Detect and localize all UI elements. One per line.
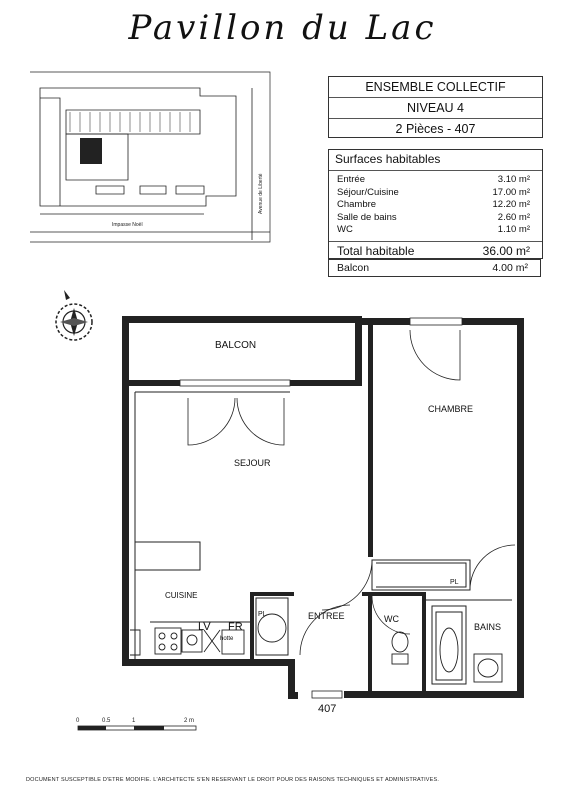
surface-label: Séjour/Cuisine — [337, 186, 399, 198]
surface-value: 17.00 m² — [492, 186, 530, 198]
fixture-label-lv: LV — [198, 621, 211, 633]
street-label-liberte: Avenue de Liberté — [258, 173, 264, 214]
surface-value: 2.60 m² — [497, 211, 530, 223]
room-label-balcon: BALCON — [215, 340, 257, 351]
surface-value: 3.10 m² — [497, 174, 530, 185]
page-title: Pavillon du Lac — [128, 8, 437, 48]
scale-label-2m: 2 m — [184, 718, 195, 724]
total-label: Total habitable — [337, 244, 415, 258]
ensemble-label: ENSEMBLE COLLECTIF — [329, 77, 542, 98]
interior-lines — [135, 392, 512, 684]
level-label: NIVEAU 4 — [329, 98, 542, 119]
room-label-chambre: CHAMBRE — [428, 404, 474, 414]
room-label-entree: ENTREE — [308, 611, 345, 621]
surface-label: WC — [337, 224, 353, 235]
fixture-label-pl1: PL — [258, 611, 267, 618]
unit-number: 407 — [318, 703, 337, 715]
scale-label-1: 1 — [132, 718, 136, 724]
surface-value: 1.10 m² — [497, 224, 530, 235]
surface-label: Salle de bains — [337, 211, 397, 223]
surfaces-heading: Surfaces habitables — [329, 150, 542, 171]
balcony-area-value: 4.00 m² — [492, 262, 528, 274]
fixture-label-fr: FR — [228, 621, 243, 633]
room-label-bains: BAINS — [474, 622, 502, 632]
balcony-area-label: Balcon — [337, 262, 370, 274]
fixture-label-hotte: hotte — [220, 636, 234, 642]
scale-label-0: 0 — [76, 718, 80, 724]
total-value: 36.00 m² — [482, 244, 530, 258]
street-label-noel: Impasse Noël — [112, 222, 143, 228]
fixture-label-pl2: PL — [450, 579, 459, 586]
room-label-wc: WC — [384, 614, 399, 624]
footer-disclaimer: DOCUMENT SUSCEPTIBLE D'ETRE MODIFIE. L'ARCHITECTE S'EN RESERVANT LE DROIT POUR DES RAISONS TECHNIQUES ET ADMINISTRATIVES. — [26, 777, 440, 783]
scale-bar — [70, 714, 200, 744]
unit-label: 2 Pièces - 407 — [395, 122, 476, 136]
surface-label: Entrée — [337, 174, 365, 185]
room-label-cuisine: CUISINE — [165, 591, 198, 600]
scale-label-05: 0.5 — [102, 718, 111, 724]
surface-value: 12.20 m² — [492, 199, 530, 210]
room-label-sejour: SEJOUR — [234, 458, 271, 468]
surface-label: Chambre — [337, 199, 377, 210]
fixtures — [130, 614, 502, 682]
